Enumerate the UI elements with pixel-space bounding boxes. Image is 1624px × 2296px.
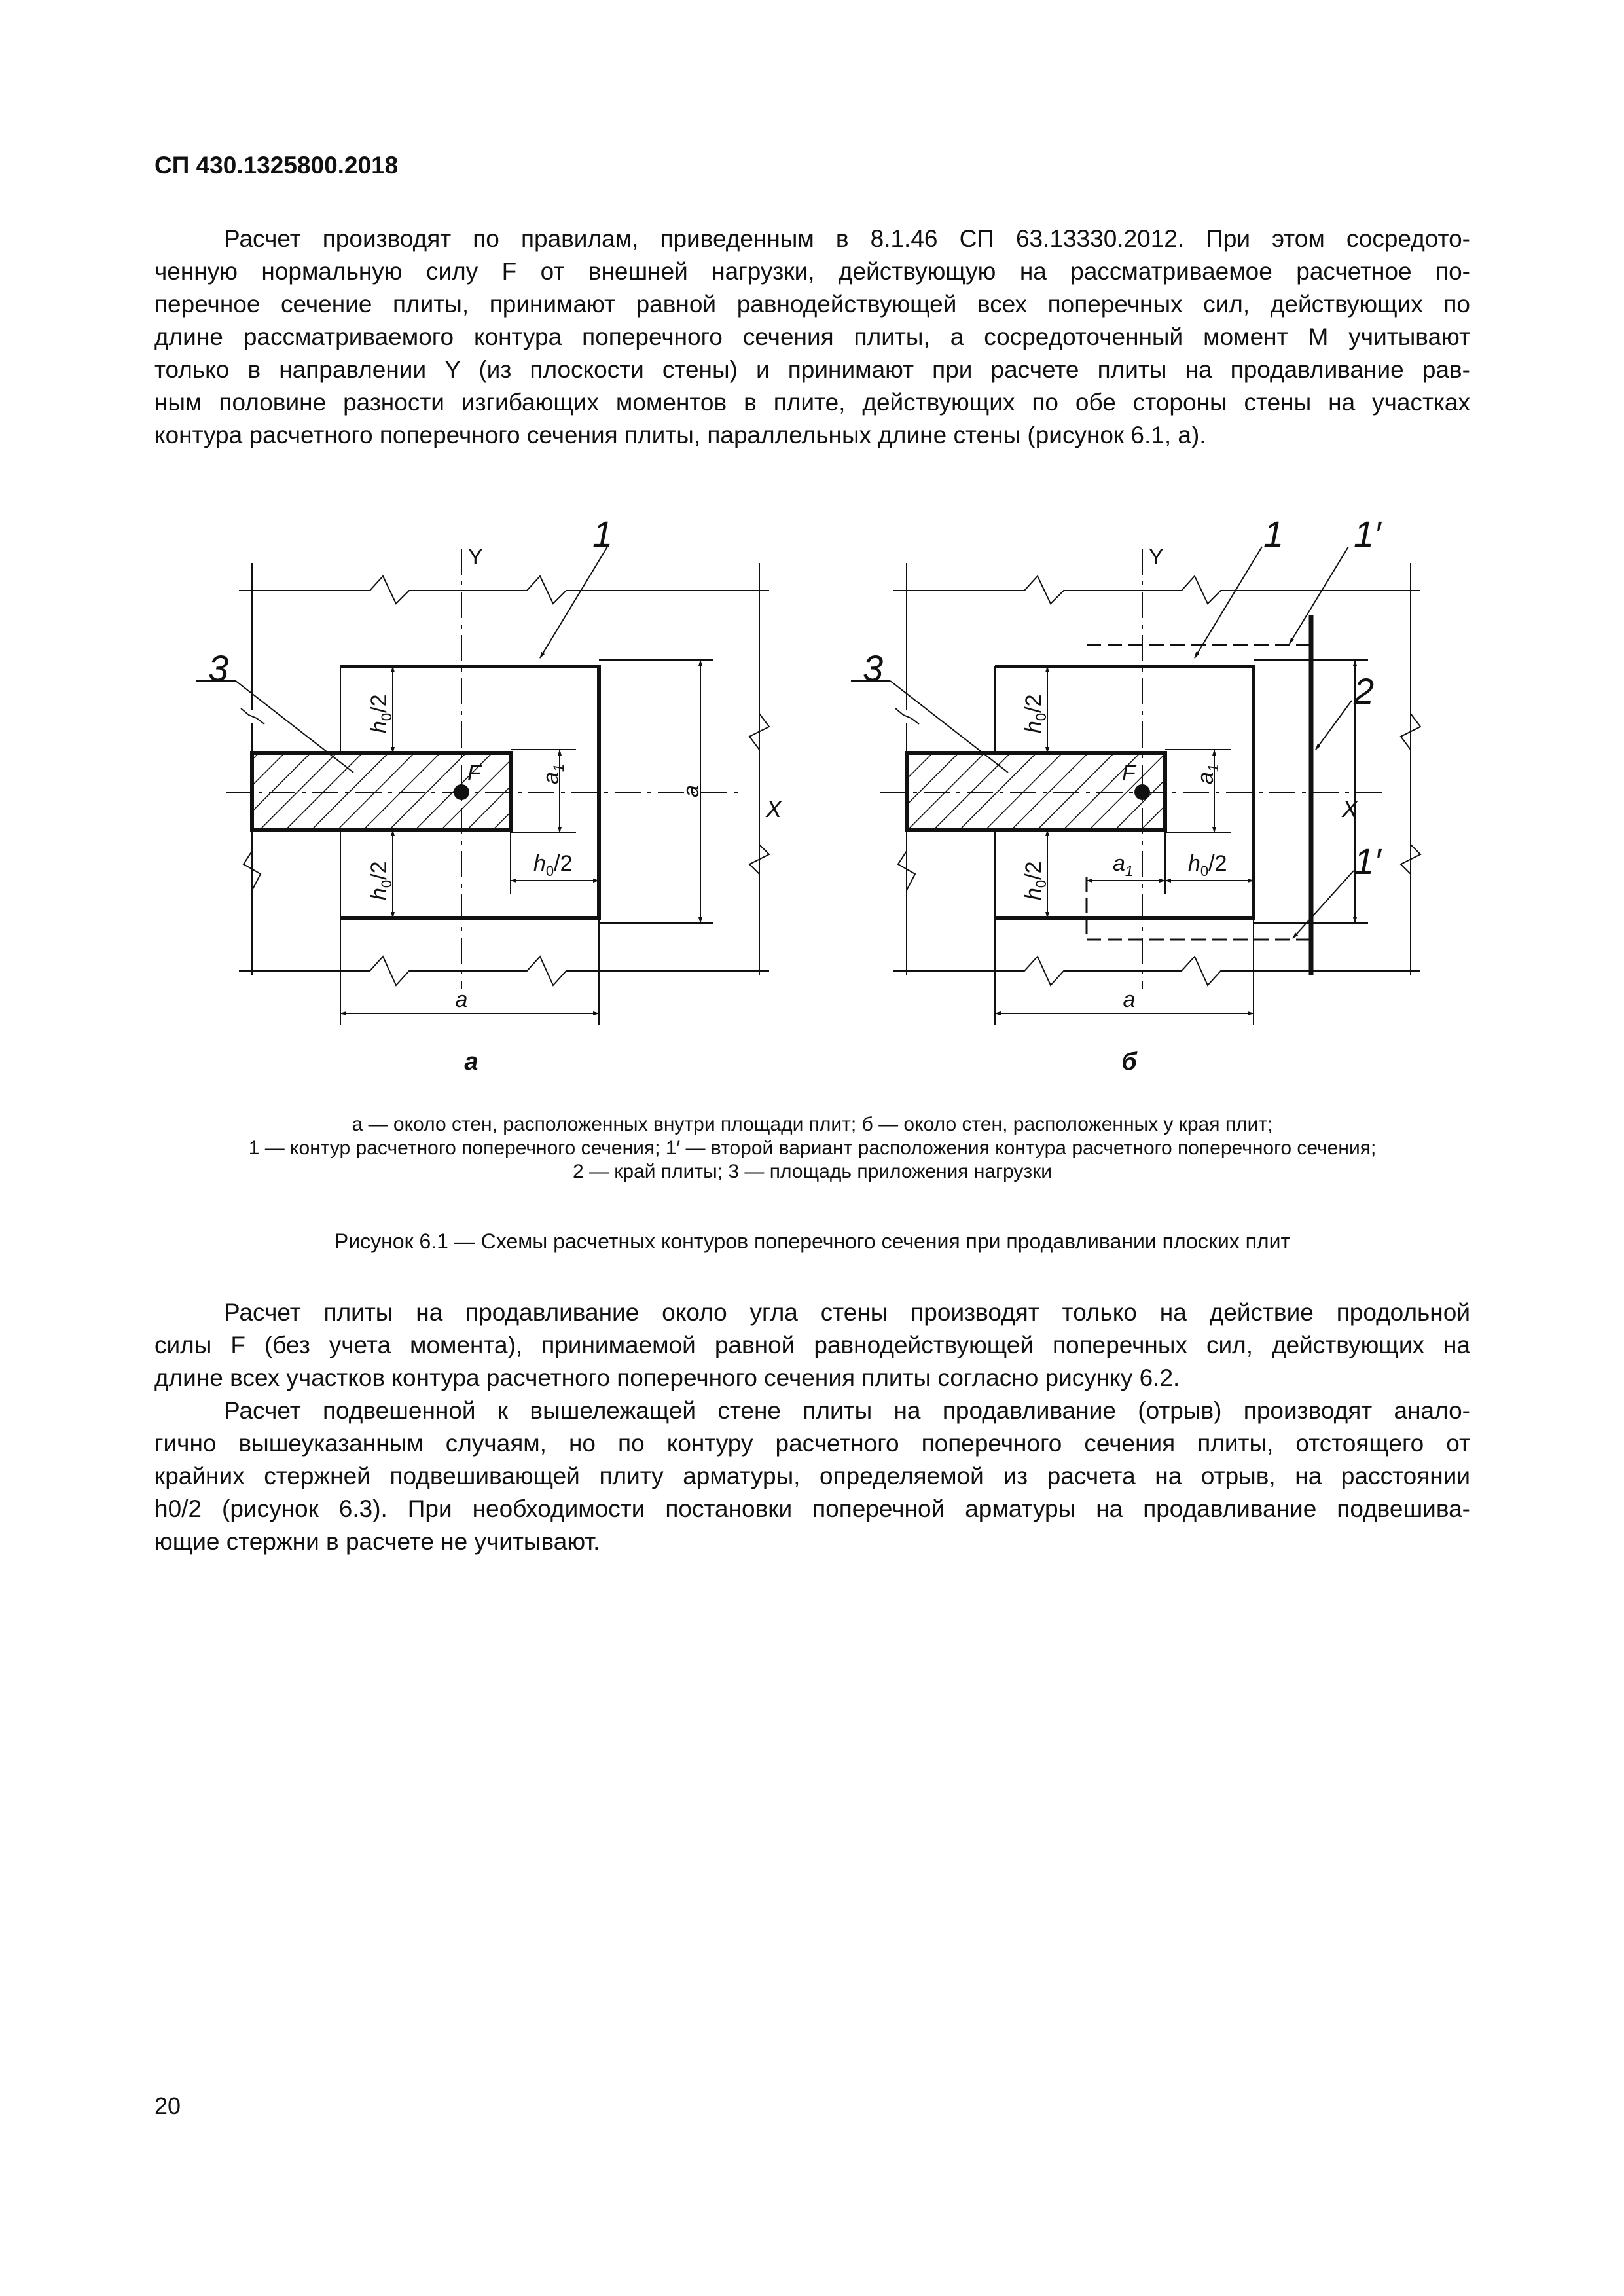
label-dim-h0-2: $h_0/2$ (1188, 851, 1227, 879)
paragraph-line: Расчет подвешенной к вышележащей стене плиты на продавливание (отрыв) производят анало- (224, 1397, 1470, 1424)
paragraph-line: перечное сечение плиты, принимают равной равнодействующей всех поперечных сил, действующих по (154, 291, 1470, 318)
label-contour-1-prime-top: 1′ (1354, 513, 1381, 555)
paragraph-line: гично вышеуказанным случаям, но по контуру расчетного поперечного сечения плиты, отстоящего от (154, 1430, 1470, 1457)
paragraph-line: h0/2 (рисунок 6.3). При необходимости постановки поперечной арматуры на продавливание подвешива- (154, 1495, 1470, 1522)
label-dim-a1-horizontal: $a_1$ (1113, 851, 1134, 879)
legend-line: а — около стен, расположенных внутри площади плит; б — около стен, расположенных у края плит; (352, 1114, 1273, 1135)
label-dim-h0-2-top: $h_0/2$ (367, 694, 395, 733)
axis-y-label: Y (1149, 545, 1164, 570)
label-dim-a-bottom: a (1123, 987, 1136, 1012)
paragraph-line: длине рассматриваемого контура поперечного сечения плиты, а сосредоточенный момент M учитывают (154, 323, 1470, 350)
axis-y-label: Y (468, 545, 483, 570)
label-dim-h0-2: $h_0/2$ (533, 851, 573, 879)
diagram-b (851, 547, 1420, 1025)
paragraph-line: ным половине разности изгибающих моментов в плите, действующих по обе стороны стены на участках (154, 389, 1470, 416)
paragraph-line: силы F (без учета момента), принимаемой равной равнодействующей поперечных сил, действующих на (154, 1332, 1470, 1358)
page-number: 20 (154, 2092, 181, 2119)
paragraph-2 (154, 1296, 1470, 1394)
label-dim-a-bottom: a (455, 987, 468, 1012)
figure-6-1 (0, 498, 1624, 1087)
paragraph-line: Расчет производят по правилам, приведенным в 8.1.46 СП 63.13330.2012. При этом сосредото- (224, 225, 1470, 252)
label-force-f: F (1122, 761, 1136, 786)
label-dim-h0-2-top: $h_0/2$ (1021, 694, 1049, 733)
label-load-area-3: 3 (863, 647, 884, 689)
label-contour-1: 1 (1263, 513, 1284, 555)
label-force-f: F (467, 761, 481, 786)
subfigure-label-b: б (1121, 1048, 1137, 1076)
document-header: СП 430.1325800.2018 (154, 152, 399, 179)
paragraph-line: ющие стержни в расчете не учитывают. (154, 1528, 600, 1555)
paragraph-line: контура расчетного поперечного сечения плиты, параллельных длине стены (рисунок 6.1, а). (154, 422, 1206, 448)
paragraph-line: Расчет плиты на продавливание около угла стены производят только на действие продольной (224, 1299, 1470, 1326)
paragraph-1 (154, 223, 1470, 452)
label-load-area-3: 3 (208, 647, 229, 689)
paragraph-line: крайних стержней подвешивающей плиту арматуры, определяемой из расчета на отрыв, на расстоянии (154, 1463, 1470, 1489)
label-contour-1-prime-bottom: 1′ (1354, 841, 1381, 882)
label-contour-1: 1 (592, 513, 613, 555)
label-slab-edge-2: 2 (1354, 670, 1375, 712)
paragraph-line: длине всех участков контура расчетного поперечного сечения плиты согласно рисунку 6.2. (154, 1364, 1180, 1391)
legend-line: 2 — край плиты; 3 — площадь приложения нагрузки (572, 1161, 1053, 1182)
label-dim-a1: $a_1$ (539, 763, 567, 784)
figure-caption: Рисунок 6.1 — Схемы расчетных контуров поперечного сечения при продавливании плоских плит (334, 1230, 1291, 1253)
paragraph-3 (154, 1394, 1470, 1558)
paragraph-line: ченную нормальную силу F от внешней нагрузки, действующую на рассматриваемое расчетное по- (154, 258, 1470, 285)
axis-x-label: X (766, 795, 782, 822)
legend-line: 1 — контур расчетного поперечного сечения; 1′ — второй вариант расположения контура расчетного поперечного сечения; (248, 1137, 1377, 1159)
figure-legend (154, 1113, 1470, 1184)
label-dim-a1: $a_1$ (1193, 763, 1221, 784)
label-dim-h0-2-bottom: $h_0/2$ (367, 861, 395, 900)
paragraph-line: только в направлении Y (из плоскости стены) и принимают при расчете плиты на продавливание рав- (154, 356, 1470, 383)
axis-x-label: X (1342, 795, 1358, 822)
subfigure-label-a: а (464, 1048, 478, 1076)
label-dim-a: a (679, 785, 704, 797)
label-dim-h0-2-bottom: $h_0/2$ (1021, 861, 1049, 900)
